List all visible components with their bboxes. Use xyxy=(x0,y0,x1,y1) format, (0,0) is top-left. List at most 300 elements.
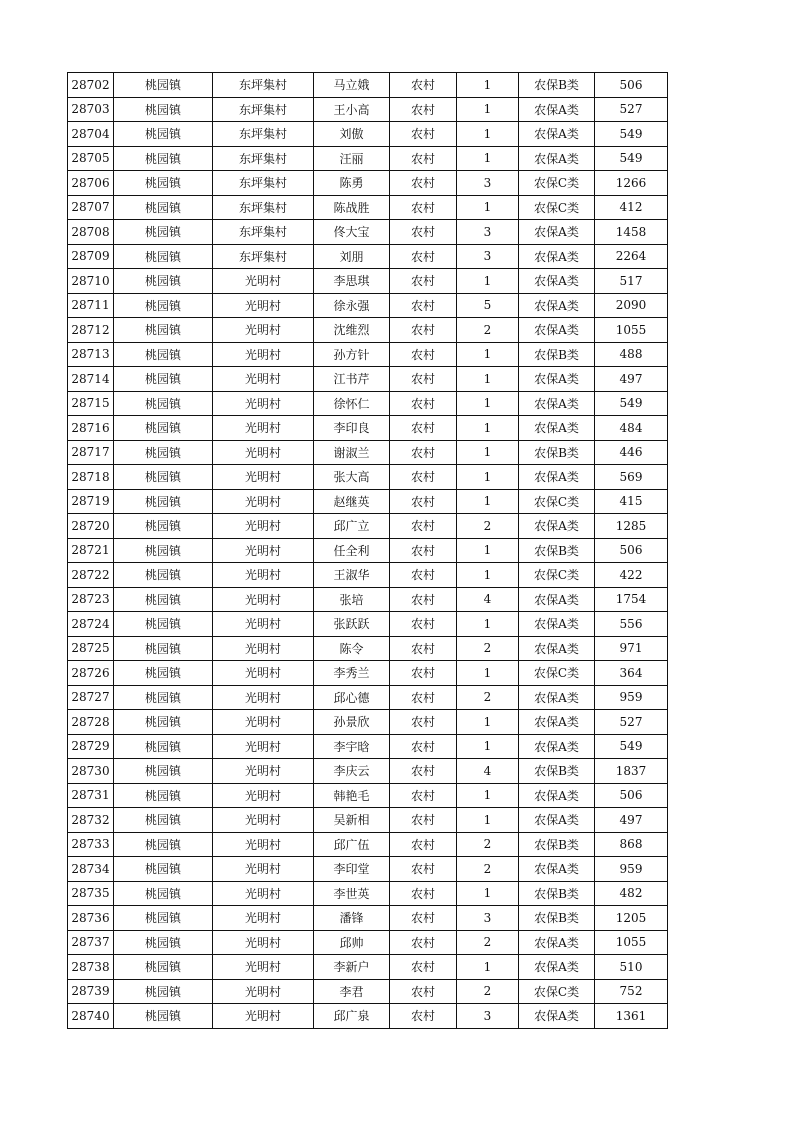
person-name-cell: 吴新相 xyxy=(314,808,390,833)
row-id-cell: 28722 xyxy=(68,563,114,588)
row-id-cell: 28719 xyxy=(68,489,114,514)
insurance-category-cell: 农保A类 xyxy=(519,587,595,612)
household-count-cell: 1 xyxy=(457,367,519,392)
insurance-category-cell: 农保A类 xyxy=(519,514,595,539)
household-count-cell: 1 xyxy=(457,195,519,220)
row-id-cell: 28702 xyxy=(68,73,114,98)
table-row xyxy=(68,514,668,539)
area-type-cell: 农村 xyxy=(390,391,457,416)
area-type-cell: 农村 xyxy=(390,489,457,514)
village-cell: 光明村 xyxy=(213,1004,314,1029)
table-row xyxy=(68,808,668,833)
insurance-category-cell: 农保B类 xyxy=(519,342,595,367)
person-name-cell: 李印良 xyxy=(314,416,390,441)
area-type-cell: 农村 xyxy=(390,636,457,661)
insurance-category-cell: 农保B类 xyxy=(519,881,595,906)
insurance-category-cell: 农保A类 xyxy=(519,391,595,416)
village-cell: 光明村 xyxy=(213,489,314,514)
insurance-category-cell: 农保A类 xyxy=(519,318,595,343)
insurance-category-cell: 农保A类 xyxy=(519,220,595,245)
person-name-cell: 江书芹 xyxy=(314,367,390,392)
town-cell: 桃园镇 xyxy=(114,661,213,686)
person-name-cell: 马立娥 xyxy=(314,73,390,98)
town-cell: 桃园镇 xyxy=(114,734,213,759)
table-row xyxy=(68,391,668,416)
household-count-cell: 2 xyxy=(457,979,519,1004)
table-row xyxy=(68,342,668,367)
insurance-category-cell: 农保B类 xyxy=(519,759,595,784)
amount-cell: 569 xyxy=(595,465,668,490)
area-type-cell: 农村 xyxy=(390,195,457,220)
row-id-cell: 28734 xyxy=(68,857,114,882)
table-row xyxy=(68,857,668,882)
insurance-category-cell: 农保A类 xyxy=(519,734,595,759)
amount-cell: 412 xyxy=(595,195,668,220)
town-cell: 桃园镇 xyxy=(114,391,213,416)
person-name-cell: 陈战胜 xyxy=(314,195,390,220)
amount-cell: 497 xyxy=(595,367,668,392)
person-name-cell: 谢淑兰 xyxy=(314,440,390,465)
area-type-cell: 农村 xyxy=(390,538,457,563)
amount-cell: 549 xyxy=(595,122,668,147)
row-id-cell: 28713 xyxy=(68,342,114,367)
town-cell: 桃园镇 xyxy=(114,1004,213,1029)
row-id-cell: 28720 xyxy=(68,514,114,539)
area-type-cell: 农村 xyxy=(390,465,457,490)
town-cell: 桃园镇 xyxy=(114,244,213,269)
village-cell: 光明村 xyxy=(213,783,314,808)
household-count-cell: 4 xyxy=(457,587,519,612)
person-name-cell: 李庆云 xyxy=(314,759,390,784)
household-count-cell: 1 xyxy=(457,440,519,465)
table-row xyxy=(68,220,668,245)
amount-cell: 510 xyxy=(595,955,668,980)
household-count-cell: 1 xyxy=(457,416,519,441)
village-cell: 光明村 xyxy=(213,808,314,833)
area-type-cell: 农村 xyxy=(390,440,457,465)
area-type-cell: 农村 xyxy=(390,881,457,906)
row-id-cell: 28729 xyxy=(68,734,114,759)
person-name-cell: 邱帅 xyxy=(314,930,390,955)
area-type-cell: 农村 xyxy=(390,857,457,882)
household-count-cell: 1 xyxy=(457,146,519,171)
person-name-cell: 王小高 xyxy=(314,97,390,122)
person-name-cell: 徐永强 xyxy=(314,293,390,318)
amount-cell: 2264 xyxy=(595,244,668,269)
amount-cell: 1266 xyxy=(595,171,668,196)
amount-cell: 959 xyxy=(595,685,668,710)
town-cell: 桃园镇 xyxy=(114,612,213,637)
table-row xyxy=(68,367,668,392)
table-row xyxy=(68,489,668,514)
row-id-cell: 28738 xyxy=(68,955,114,980)
area-type-cell: 农村 xyxy=(390,97,457,122)
village-cell: 光明村 xyxy=(213,440,314,465)
household-count-cell: 3 xyxy=(457,171,519,196)
village-cell: 光明村 xyxy=(213,269,314,294)
person-name-cell: 邱广伍 xyxy=(314,832,390,857)
insurance-category-cell: 农保A类 xyxy=(519,783,595,808)
area-type-cell: 农村 xyxy=(390,832,457,857)
town-cell: 桃园镇 xyxy=(114,906,213,931)
village-cell: 光明村 xyxy=(213,881,314,906)
row-id-cell: 28726 xyxy=(68,661,114,686)
amount-cell: 364 xyxy=(595,661,668,686)
table-row xyxy=(68,293,668,318)
household-count-cell: 1 xyxy=(457,563,519,588)
table-row xyxy=(68,122,668,147)
row-id-cell: 28714 xyxy=(68,367,114,392)
person-name-cell: 张培 xyxy=(314,587,390,612)
amount-cell: 422 xyxy=(595,563,668,588)
household-count-cell: 2 xyxy=(457,318,519,343)
area-type-cell: 农村 xyxy=(390,73,457,98)
row-id-cell: 28715 xyxy=(68,391,114,416)
household-count-cell: 1 xyxy=(457,97,519,122)
table-row xyxy=(68,710,668,735)
village-cell: 光明村 xyxy=(213,906,314,931)
town-cell: 桃园镇 xyxy=(114,465,213,490)
area-type-cell: 农村 xyxy=(390,146,457,171)
town-cell: 桃园镇 xyxy=(114,636,213,661)
person-name-cell: 王淑华 xyxy=(314,563,390,588)
table-body xyxy=(68,73,668,1029)
insurance-category-cell: 农保A类 xyxy=(519,465,595,490)
village-cell: 光明村 xyxy=(213,465,314,490)
town-cell: 桃园镇 xyxy=(114,979,213,1004)
table-row xyxy=(68,783,668,808)
records-table xyxy=(67,72,668,1029)
area-type-cell: 农村 xyxy=(390,367,457,392)
row-id-cell: 28730 xyxy=(68,759,114,784)
village-cell: 光明村 xyxy=(213,857,314,882)
town-cell: 桃园镇 xyxy=(114,97,213,122)
village-cell: 光明村 xyxy=(213,685,314,710)
row-id-cell: 28711 xyxy=(68,293,114,318)
town-cell: 桃园镇 xyxy=(114,759,213,784)
village-cell: 光明村 xyxy=(213,832,314,857)
insurance-category-cell: 农保A类 xyxy=(519,857,595,882)
person-name-cell: 李新户 xyxy=(314,955,390,980)
village-cell: 光明村 xyxy=(213,391,314,416)
amount-cell: 1285 xyxy=(595,514,668,539)
town-cell: 桃园镇 xyxy=(114,832,213,857)
table-row xyxy=(68,465,668,490)
area-type-cell: 农村 xyxy=(390,685,457,710)
row-id-cell: 28731 xyxy=(68,783,114,808)
household-count-cell: 1 xyxy=(457,808,519,833)
row-id-cell: 28706 xyxy=(68,171,114,196)
row-id-cell: 28725 xyxy=(68,636,114,661)
town-cell: 桃园镇 xyxy=(114,881,213,906)
town-cell: 桃园镇 xyxy=(114,146,213,171)
insurance-category-cell: 农保A类 xyxy=(519,955,595,980)
town-cell: 桃园镇 xyxy=(114,318,213,343)
amount-cell: 506 xyxy=(595,73,668,98)
insurance-category-cell: 农保A类 xyxy=(519,1004,595,1029)
amount-cell: 868 xyxy=(595,832,668,857)
table-row xyxy=(68,906,668,931)
town-cell: 桃园镇 xyxy=(114,269,213,294)
row-id-cell: 28712 xyxy=(68,318,114,343)
person-name-cell: 孙景欣 xyxy=(314,710,390,735)
village-cell: 东坪集村 xyxy=(213,97,314,122)
row-id-cell: 28735 xyxy=(68,881,114,906)
town-cell: 桃园镇 xyxy=(114,783,213,808)
row-id-cell: 28708 xyxy=(68,220,114,245)
table-row xyxy=(68,440,668,465)
table-row xyxy=(68,685,668,710)
amount-cell: 959 xyxy=(595,857,668,882)
village-cell: 东坪集村 xyxy=(213,171,314,196)
amount-cell: 484 xyxy=(595,416,668,441)
insurance-category-cell: 农保A类 xyxy=(519,122,595,147)
row-id-cell: 28705 xyxy=(68,146,114,171)
household-count-cell: 1 xyxy=(457,73,519,98)
village-cell: 光明村 xyxy=(213,636,314,661)
insurance-category-cell: 农保B类 xyxy=(519,538,595,563)
town-cell: 桃园镇 xyxy=(114,808,213,833)
table-row xyxy=(68,318,668,343)
household-count-cell: 1 xyxy=(457,661,519,686)
amount-cell: 556 xyxy=(595,612,668,637)
amount-cell: 1055 xyxy=(595,930,668,955)
amount-cell: 549 xyxy=(595,146,668,171)
table-row xyxy=(68,930,668,955)
area-type-cell: 农村 xyxy=(390,955,457,980)
row-id-cell: 28721 xyxy=(68,538,114,563)
person-name-cell: 孙方针 xyxy=(314,342,390,367)
village-cell: 光明村 xyxy=(213,979,314,1004)
area-type-cell: 农村 xyxy=(390,342,457,367)
area-type-cell: 农村 xyxy=(390,808,457,833)
town-cell: 桃园镇 xyxy=(114,489,213,514)
household-count-cell: 1 xyxy=(457,269,519,294)
area-type-cell: 农村 xyxy=(390,930,457,955)
row-id-cell: 28723 xyxy=(68,587,114,612)
household-count-cell: 2 xyxy=(457,514,519,539)
village-cell: 光明村 xyxy=(213,318,314,343)
row-id-cell: 28737 xyxy=(68,930,114,955)
row-id-cell: 28716 xyxy=(68,416,114,441)
household-count-cell: 5 xyxy=(457,293,519,318)
table-row xyxy=(68,636,668,661)
household-count-cell: 3 xyxy=(457,906,519,931)
household-count-cell: 1 xyxy=(457,538,519,563)
area-type-cell: 农村 xyxy=(390,710,457,735)
person-name-cell: 徐怀仁 xyxy=(314,391,390,416)
household-count-cell: 1 xyxy=(457,122,519,147)
amount-cell: 752 xyxy=(595,979,668,1004)
table-row xyxy=(68,734,668,759)
town-cell: 桃园镇 xyxy=(114,195,213,220)
household-count-cell: 1 xyxy=(457,465,519,490)
row-id-cell: 28736 xyxy=(68,906,114,931)
town-cell: 桃园镇 xyxy=(114,220,213,245)
table-row xyxy=(68,661,668,686)
person-name-cell: 潘锋 xyxy=(314,906,390,931)
amount-cell: 1205 xyxy=(595,906,668,931)
village-cell: 东坪集村 xyxy=(213,220,314,245)
household-count-cell: 2 xyxy=(457,636,519,661)
table-row xyxy=(68,563,668,588)
town-cell: 桃园镇 xyxy=(114,171,213,196)
amount-cell: 549 xyxy=(595,391,668,416)
village-cell: 光明村 xyxy=(213,710,314,735)
amount-cell: 971 xyxy=(595,636,668,661)
town-cell: 桃园镇 xyxy=(114,710,213,735)
area-type-cell: 农村 xyxy=(390,244,457,269)
row-id-cell: 28740 xyxy=(68,1004,114,1029)
table-row xyxy=(68,832,668,857)
village-cell: 东坪集村 xyxy=(213,73,314,98)
area-type-cell: 农村 xyxy=(390,734,457,759)
person-name-cell: 张大高 xyxy=(314,465,390,490)
area-type-cell: 农村 xyxy=(390,759,457,784)
amount-cell: 488 xyxy=(595,342,668,367)
row-id-cell: 28733 xyxy=(68,832,114,857)
town-cell: 桃园镇 xyxy=(114,367,213,392)
row-id-cell: 28710 xyxy=(68,269,114,294)
household-count-cell: 3 xyxy=(457,1004,519,1029)
area-type-cell: 农村 xyxy=(390,587,457,612)
village-cell: 光明村 xyxy=(213,930,314,955)
insurance-category-cell: 农保A类 xyxy=(519,808,595,833)
person-name-cell: 李思琪 xyxy=(314,269,390,294)
area-type-cell: 农村 xyxy=(390,220,457,245)
household-count-cell: 2 xyxy=(457,930,519,955)
amount-cell: 2090 xyxy=(595,293,668,318)
area-type-cell: 农村 xyxy=(390,318,457,343)
village-cell: 光明村 xyxy=(213,734,314,759)
insurance-category-cell: 农保C类 xyxy=(519,195,595,220)
table-row xyxy=(68,538,668,563)
town-cell: 桃园镇 xyxy=(114,587,213,612)
town-cell: 桃园镇 xyxy=(114,342,213,367)
household-count-cell: 1 xyxy=(457,881,519,906)
table-row xyxy=(68,587,668,612)
town-cell: 桃园镇 xyxy=(114,440,213,465)
insurance-category-cell: 农保A类 xyxy=(519,146,595,171)
insurance-category-cell: 农保B类 xyxy=(519,73,595,98)
table-row xyxy=(68,881,668,906)
table-row xyxy=(68,1004,668,1029)
row-id-cell: 28728 xyxy=(68,710,114,735)
household-count-cell: 1 xyxy=(457,612,519,637)
person-name-cell: 李君 xyxy=(314,979,390,1004)
town-cell: 桃园镇 xyxy=(114,685,213,710)
amount-cell: 1754 xyxy=(595,587,668,612)
household-count-cell: 1 xyxy=(457,391,519,416)
town-cell: 桃园镇 xyxy=(114,930,213,955)
household-count-cell: 3 xyxy=(457,244,519,269)
person-name-cell: 李宇晗 xyxy=(314,734,390,759)
person-name-cell: 沈维烈 xyxy=(314,318,390,343)
household-count-cell: 1 xyxy=(457,342,519,367)
person-name-cell: 邱广泉 xyxy=(314,1004,390,1029)
row-id-cell: 28717 xyxy=(68,440,114,465)
person-name-cell: 陈令 xyxy=(314,636,390,661)
table-row xyxy=(68,269,668,294)
table-row xyxy=(68,146,668,171)
area-type-cell: 农村 xyxy=(390,783,457,808)
household-count-cell: 1 xyxy=(457,710,519,735)
row-id-cell: 28724 xyxy=(68,612,114,637)
village-cell: 光明村 xyxy=(213,538,314,563)
insurance-category-cell: 农保C类 xyxy=(519,563,595,588)
table-row xyxy=(68,73,668,98)
household-count-cell: 1 xyxy=(457,955,519,980)
insurance-category-cell: 农保A类 xyxy=(519,930,595,955)
village-cell: 光明村 xyxy=(213,612,314,637)
insurance-category-cell: 农保B类 xyxy=(519,906,595,931)
amount-cell: 527 xyxy=(595,710,668,735)
amount-cell: 549 xyxy=(595,734,668,759)
row-id-cell: 28739 xyxy=(68,979,114,1004)
row-id-cell: 28703 xyxy=(68,97,114,122)
village-cell: 东坪集村 xyxy=(213,122,314,147)
person-name-cell: 刘朋 xyxy=(314,244,390,269)
table-row xyxy=(68,759,668,784)
table-row xyxy=(68,955,668,980)
insurance-category-cell: 农保C类 xyxy=(519,979,595,1004)
insurance-category-cell: 农保A类 xyxy=(519,685,595,710)
village-cell: 东坪集村 xyxy=(213,244,314,269)
person-name-cell: 李印堂 xyxy=(314,857,390,882)
person-name-cell: 李世英 xyxy=(314,881,390,906)
row-id-cell: 28709 xyxy=(68,244,114,269)
table-row xyxy=(68,97,668,122)
amount-cell: 1837 xyxy=(595,759,668,784)
village-cell: 东坪集村 xyxy=(213,146,314,171)
amount-cell: 517 xyxy=(595,269,668,294)
insurance-category-cell: 农保A类 xyxy=(519,416,595,441)
insurance-category-cell: 农保C类 xyxy=(519,661,595,686)
person-name-cell: 陈勇 xyxy=(314,171,390,196)
village-cell: 光明村 xyxy=(213,293,314,318)
village-cell: 光明村 xyxy=(213,416,314,441)
town-cell: 桃园镇 xyxy=(114,416,213,441)
insurance-category-cell: 农保A类 xyxy=(519,636,595,661)
person-name-cell: 佟大宝 xyxy=(314,220,390,245)
insurance-category-cell: 农保A类 xyxy=(519,269,595,294)
insurance-category-cell: 农保A类 xyxy=(519,367,595,392)
table-row xyxy=(68,612,668,637)
insurance-category-cell: 农保B类 xyxy=(519,832,595,857)
household-count-cell: 2 xyxy=(457,832,519,857)
area-type-cell: 农村 xyxy=(390,612,457,637)
row-id-cell: 28732 xyxy=(68,808,114,833)
amount-cell: 446 xyxy=(595,440,668,465)
town-cell: 桃园镇 xyxy=(114,563,213,588)
amount-cell: 415 xyxy=(595,489,668,514)
row-id-cell: 28704 xyxy=(68,122,114,147)
household-count-cell: 4 xyxy=(457,759,519,784)
insurance-category-cell: 农保C类 xyxy=(519,489,595,514)
person-name-cell: 赵继英 xyxy=(314,489,390,514)
amount-cell: 497 xyxy=(595,808,668,833)
household-count-cell: 2 xyxy=(457,857,519,882)
amount-cell: 527 xyxy=(595,97,668,122)
town-cell: 桃园镇 xyxy=(114,955,213,980)
area-type-cell: 农村 xyxy=(390,906,457,931)
insurance-category-cell: 农保A类 xyxy=(519,710,595,735)
person-name-cell: 张跃跃 xyxy=(314,612,390,637)
person-name-cell: 汪丽 xyxy=(314,146,390,171)
person-name-cell: 韩艳毛 xyxy=(314,783,390,808)
village-cell: 光明村 xyxy=(213,661,314,686)
household-count-cell: 2 xyxy=(457,685,519,710)
